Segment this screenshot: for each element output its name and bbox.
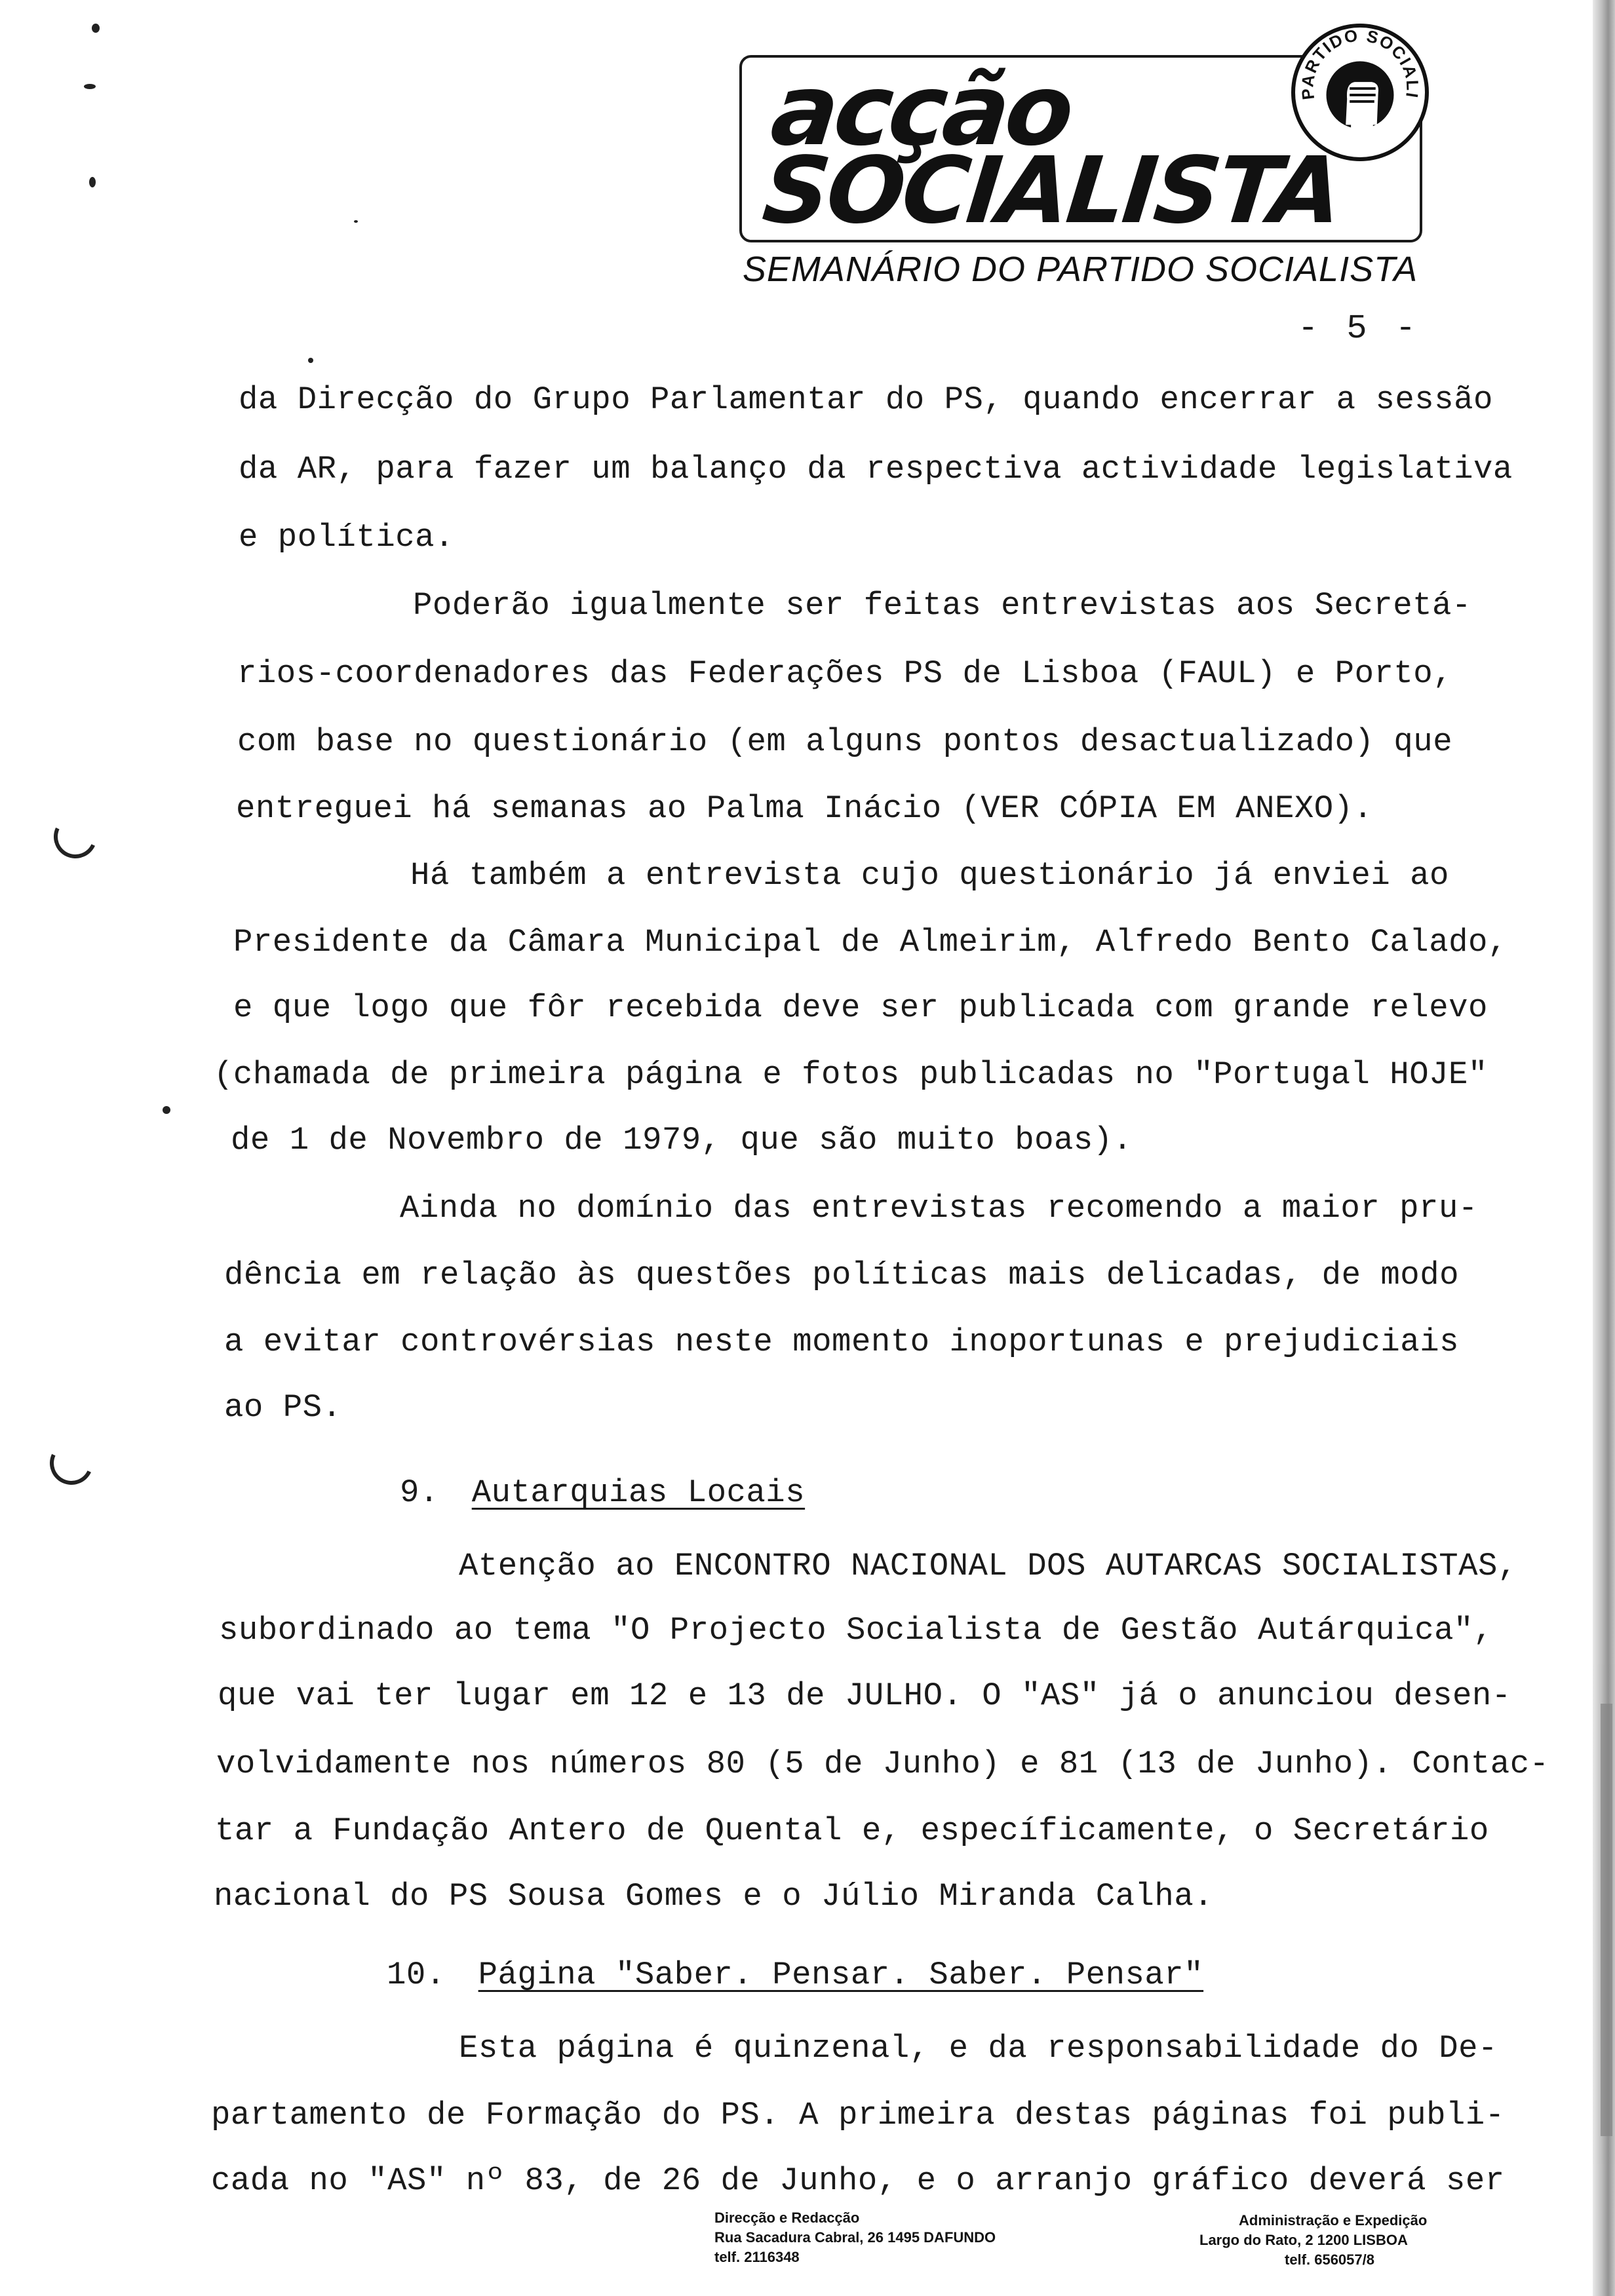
section-heading <box>400 1474 805 1511</box>
text-line: ao PS. <box>224 1389 342 1426</box>
party-seal-fist-icon <box>1291 24 1429 161</box>
text-line: da Direcção do Grupo Parlamentar do PS, quando encerrar a sessão <box>239 381 1493 418</box>
binder-hole-mark <box>44 1436 100 1491</box>
page-number: - 5 - <box>1298 309 1420 348</box>
binder-hole-mark <box>48 809 104 865</box>
text-line: rios-coordenadores das Federações PS de Lisboa (FAUL) e Porto, <box>237 655 1453 692</box>
text-line: a evitar controvérsias neste momento inoportunas e prejudiciais <box>224 1324 1460 1360</box>
text-line: tar a Fundação Antero de Quental e, específicamente, o Secretário <box>215 1812 1489 1849</box>
text-line: partamento de Formação do PS. A primeira destas páginas foi publi- <box>211 2097 1505 2133</box>
text-line: Atenção ao ENCONTRO NACIONAL DOS AUTARCAS SOCIALISTAS, <box>459 1548 1517 1584</box>
masthead-tagline: SEMANÁRIO DO PARTIDO SOCIALISTA <box>742 250 1418 289</box>
text-line: da AR, para fazer um balanço da respectiva actividade legislativa <box>239 451 1513 488</box>
footer-line: Largo do Rato, 2 1200 LISBOA <box>1199 2232 1408 2248</box>
text-line: e que logo que fôr recebida deve ser publicada com grande relevo <box>233 989 1488 1026</box>
section-number: 10. <box>387 1957 446 1993</box>
footer-line: telf. 2116348 <box>714 2249 800 2265</box>
text-line: Presidente da Câmara Municipal de Almeirim, Alfredo Bento Calado, <box>233 924 1508 961</box>
section-heading <box>387 1957 1203 1993</box>
footer-line: telf. 656057/8 <box>1285 2251 1374 2268</box>
text-line: subordinado ao tema "O Projecto Socialista de Gestão Autárquica", <box>219 1612 1493 1649</box>
text-line: nacional do PS Sousa Gomes e o Júlio Miranda Calha. <box>214 1878 1214 1915</box>
text-line: com base no questionário (em alguns pontos desactualizado) que <box>237 723 1453 760</box>
brand-wordmark <box>758 54 1353 244</box>
text-line: Há também a entrevista cujo questionário já enviei ao <box>410 857 1449 894</box>
footer-editorial-address <box>714 2208 996 2267</box>
seal-text: PARTIDO SOCIALI <box>1298 28 1422 101</box>
text-line: (chamada de primeira página e fotos publicadas no "Portugal HOJE" <box>214 1056 1488 1093</box>
section-number: 9. <box>400 1474 439 1511</box>
text-line: volvidamente nos números 80 (5 de Junho) e 81 (13 de Junho). Contac- <box>216 1746 1549 1782</box>
text-line: dência em relação às questões políticas mais delicadas, de modo <box>224 1257 1460 1293</box>
text-line: cada no "AS" nº 83, de 26 de Junho, e o arranjo gráfico deverá ser <box>211 2162 1505 2199</box>
text-line: Poderão igualmente ser feitas entrevistas aos Secretá- <box>413 587 1471 624</box>
text-line: Ainda no domínio das entrevistas recomendo a maior pru- <box>400 1190 1478 1227</box>
brand-line-accao: acção <box>766 54 1076 168</box>
footer-line: Rua Sacadura Cabral, 26 1495 DAFUNDO <box>714 2229 996 2246</box>
section-title: Autarquias Locais <box>471 1474 806 1511</box>
text-line: Esta página é quinzenal, e da responsabilidade do De- <box>459 2030 1498 2067</box>
masthead-logo <box>739 28 1422 244</box>
brand-line-socialista: SOCIALISTA <box>758 138 1346 244</box>
footer-line: Administração e Expedição <box>1239 2212 1428 2229</box>
text-line: entreguei há semanas ao Palma Inácio (VER CÓPIA EM ANEXO). <box>236 790 1373 827</box>
footer-administration-address <box>1199 2211 1427 2270</box>
footer-line: Direcção e Redacção <box>714 2210 860 2226</box>
section-title: Página "Saber. Pensar. Saber. Pensar" <box>478 1957 1204 1993</box>
text-line: que vai ter lugar em 12 e 13 de JULHO. O "AS" já o anunciou desen- <box>218 1677 1511 1714</box>
scan-edge <box>1593 0 1615 2296</box>
text-line: e política. <box>239 519 454 556</box>
text-line: de 1 de Novembro de 1979, que são muito boas). <box>231 1122 1133 1158</box>
